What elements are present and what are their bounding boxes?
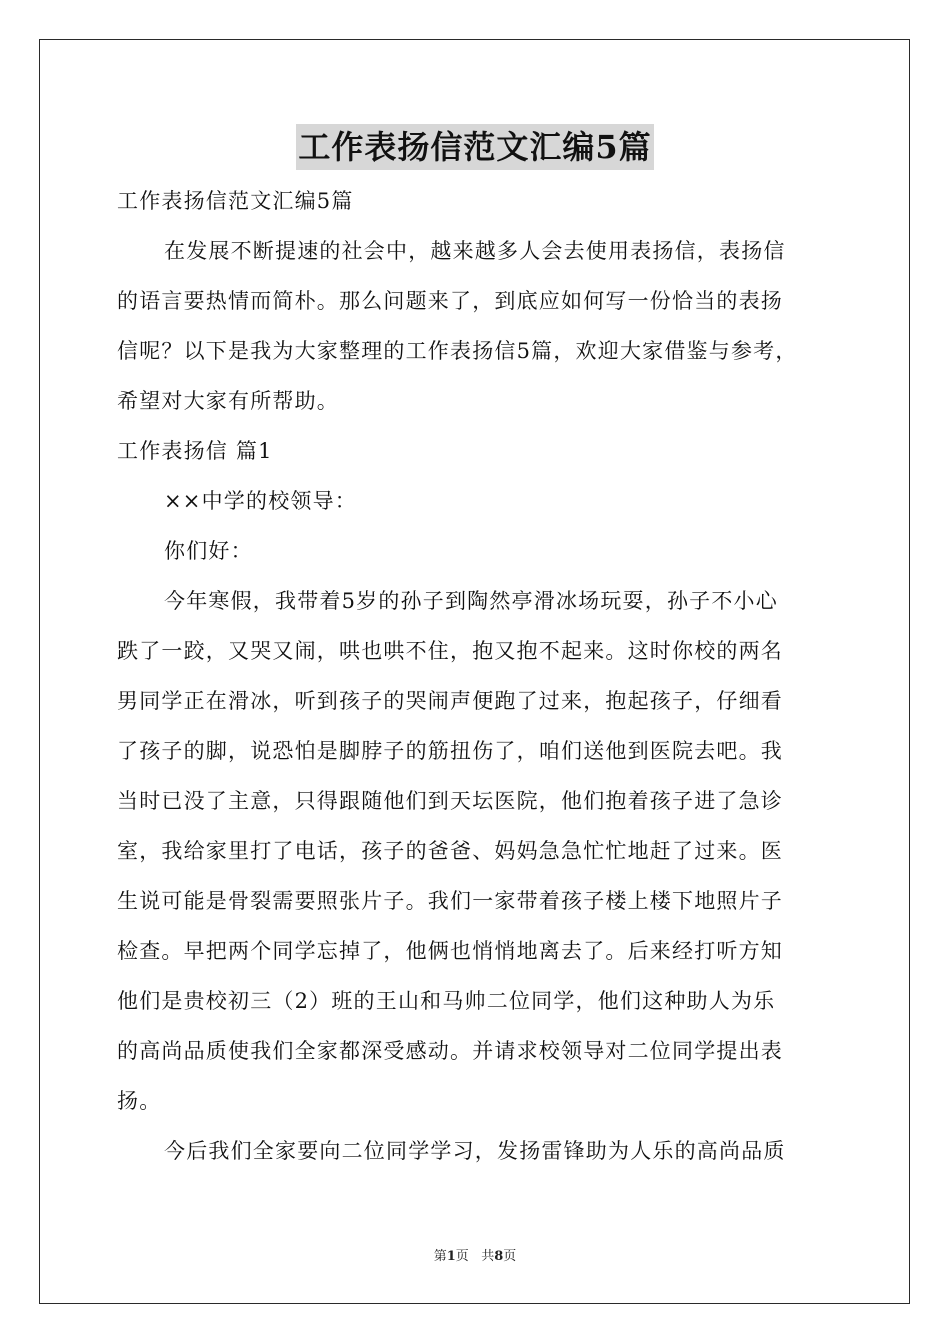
body-line-17: 的高尚品质使我们全家都深受感动。并请求校领导对二位同学提出表 [117, 1039, 783, 1063]
letter-salutation: ××中学的校领导： [164, 489, 357, 513]
body-line-10: 男同学正在滑冰，听到孩子的哭闹声便跑了过来，抱起孩子，仔细看 [117, 689, 783, 713]
footer-total-pages: 8 [494, 1249, 504, 1264]
body-line-13: 室，我给家里打了电话，孩子的爸爸、妈妈急急忙忙地赶了过来。医 [117, 839, 783, 863]
body-line-14: 生说可能是骨裂需要照张片子。我们一家带着孩子楼上楼下地照片子 [117, 889, 783, 913]
body-line-8: 今年寒假，我带着5岁的孙子到陶然亭滑冰场玩耍，孙子不小心 [164, 589, 778, 613]
body-line-1: 在发展不断提速的社会中，越来越多人会去使用表扬信，表扬信 [164, 239, 786, 263]
document-body [117, 176, 843, 1176]
footer-page-number: 1 [446, 1249, 456, 1264]
footer-page-prefix: 第 [433, 1249, 447, 1264]
body-line-9: 跌了一跤，又哭又闹，哄也哄不住，抱又抱不起来。这时你校的两名 [117, 639, 783, 663]
section-heading: 工作表扬信 篇1 [117, 439, 273, 463]
body-line-11: 了孩子的脚，说恐怕是脚脖子的筋扭伤了，咱们送他到医院去吧。我 [117, 739, 783, 763]
page-footer [0, 1245, 950, 1264]
letter-greeting: 你们好： [164, 539, 253, 563]
body-line-0: 工作表扬信范文汇编5篇 [117, 189, 354, 213]
body-line-19: 今后我们全家要向二位同学学习，发扬雷锋助为人乐的高尚品质 [164, 1139, 786, 1163]
title-container [0, 124, 950, 170]
body-line-18: 扬。 [117, 1089, 162, 1113]
body-line-16: 他们是贵校初三（2）班的王山和马帅二位同学，他们这种助人为乐 [117, 989, 776, 1013]
document-title: 工作表扬信范文汇编5篇 [296, 124, 653, 170]
body-line-3: 信呢？以下是我为大家整理的工作表扬信5篇，欢迎大家借鉴与参考， [117, 339, 798, 363]
body-line-4: 希望对大家有所帮助。 [117, 389, 339, 413]
footer-page-suffix: 页 [455, 1249, 469, 1264]
footer-total-suffix: 页 [503, 1249, 517, 1264]
body-line-2: 的语言要热情而简朴。那么问题来了，到底应如何写一份恰当的表扬 [117, 289, 783, 313]
body-line-12: 当时已没了主意，只得跟随他们到天坛医院，他们抱着孩子进了急诊 [117, 789, 783, 813]
body-line-15: 检查。早把两个同学忘掉了，他俩也悄悄地离去了。后来经打听方知 [117, 939, 783, 963]
footer-total-prefix: 共 [481, 1249, 495, 1264]
